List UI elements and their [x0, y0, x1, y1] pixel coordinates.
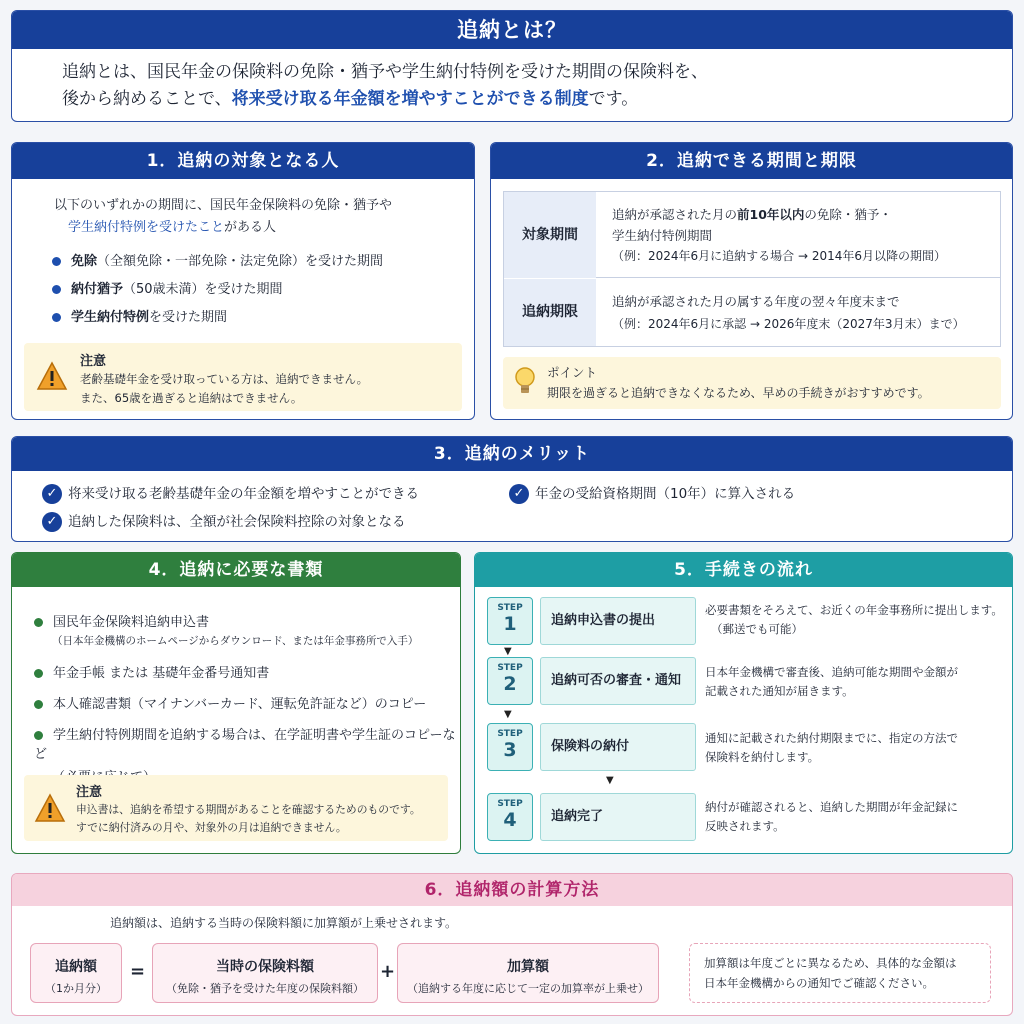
tip-text: 期限を過ぎると追納できなくなるため、早めの手続きがおすすめです。 — [547, 386, 930, 400]
merit-item: ✓ 追納した保険料は、全額が社会保険料控除の対象となる — [42, 510, 406, 532]
merit-item: ✓ 年金の受給資格期間（10年）に算入される — [509, 482, 795, 504]
section-documents — [11, 552, 461, 854]
bullet-icon — [52, 313, 61, 322]
plus-sign: + — [380, 961, 396, 982]
step-desc: 納付が確認されると、追納した期間が年金記録に 反映されます。 — [705, 800, 958, 833]
intro-panel — [11, 10, 1013, 122]
calc-note: 加算額は年度ごとに異なるため、具体的な金額は 日本年金機構からの通知でご確認ください。 — [689, 943, 991, 1003]
bullet-icon — [52, 285, 61, 294]
table-row — [504, 192, 1000, 278]
formula-addition: 加算額 （追納する年度に応じて一定の加算率が上乗せ） — [397, 943, 659, 1003]
list-item: 年金手帳 または 基礎年金番号通知書 — [34, 662, 460, 681]
chevron-down-icon: ▼ — [504, 709, 512, 720]
bullet-icon — [34, 618, 43, 627]
step-name: 保険料の納付 — [540, 723, 696, 771]
list-item: 納付猶予（50歳未満）を受けた期間 — [52, 276, 383, 304]
s4-note-title: 注意 — [76, 785, 103, 800]
step-desc: 日本年金機構で審査後、追納可能な期間や金額が 記載された通知が届きます。 — [705, 665, 958, 698]
step-badge: STEP 4 — [487, 793, 533, 841]
step-desc: 必要書類をそろえて、お近くの年金事務所に提出します。 （郵送でも可能） — [705, 603, 1003, 636]
check-icon: ✓ — [42, 484, 62, 504]
bullet-icon — [34, 669, 43, 678]
step-badge: STEP 3 — [487, 723, 533, 771]
chevron-down-icon: ▼ — [504, 646, 512, 657]
s1-note-line1: 老齢基礎年金を受け取っている方は、追納できません。 — [80, 372, 369, 386]
warning-icon — [36, 361, 68, 391]
step-badge: STEP 1 — [487, 597, 533, 645]
warning-icon — [34, 793, 66, 823]
bullet-icon — [34, 731, 43, 740]
bullet-icon — [34, 700, 43, 709]
bullet-icon — [52, 257, 61, 266]
deadline-example: （例：2024年6月に承認 → 2026年度末（2027年3月末）まで） — [612, 317, 965, 331]
list-item: 本人確認書類（マイナンバーカード、運転免許証など）のコピー — [34, 693, 460, 712]
s1-caution-note — [24, 343, 462, 411]
list-item: 学生納付特例を受けた期間 — [52, 304, 383, 332]
calc-intro: 追納額は、追納する当時の保険料額に加算額が上乗せされます。 — [110, 916, 458, 930]
deadline-line1: 追納が承認された月の属する年度の翌々年度末まで — [612, 294, 900, 309]
row-head-period: 対象期間 — [504, 192, 596, 278]
section-merits — [11, 436, 1013, 542]
step-name: 追納完了 — [540, 793, 696, 841]
section-3-title: 3．追納のメリット — [12, 437, 1012, 471]
section-calculation — [11, 873, 1013, 1016]
section-4-title: 4．追納に必要な書類 — [12, 553, 460, 587]
s1-intro-1: 以下のいずれかの期間に、国民年金保険料の免除・猶予や — [54, 198, 393, 213]
s4-caution-note — [24, 775, 448, 841]
section-2-title: 2．追納できる期間と期限 — [491, 143, 1012, 179]
s2-tip-note — [503, 357, 1001, 409]
step-name: 追納可否の審査・通知 — [540, 657, 696, 705]
intro-line2: 後から納めることで、将来受け取る年金額を増やすことができる制度です。 — [62, 89, 639, 109]
formula-total: 追納額 （1か月分） — [30, 943, 122, 1003]
list-item: 国民年金保険料追納申込書 — [34, 611, 460, 630]
section-target-persons — [11, 142, 475, 420]
list-item-note: （日本年金機構のホームページからダウンロード、または年金事務所で入手） — [52, 635, 419, 647]
section-1-title: 1．追納の対象となる人 — [12, 143, 474, 179]
check-icon: ✓ — [42, 512, 62, 532]
s4-note-line1: 申込書は、追納を希望する期間があることを確認するためのものです。 — [76, 803, 421, 816]
check-icon: ✓ — [509, 484, 529, 504]
s1-intro-2: 学生納付特例を受けたことがある人 — [68, 220, 277, 235]
section-6-title: 6．追納額の計算方法 — [12, 874, 1012, 906]
chevron-down-icon: ▼ — [606, 775, 614, 786]
intro-title: 追納とは？ — [12, 11, 1012, 49]
period-table — [503, 191, 1001, 347]
period-line1: 追納が承認された月の前10年以内の免除・猶予・ — [612, 207, 892, 222]
step-badge: STEP 2 — [487, 657, 533, 705]
section-5-title: 5．手続きの流れ — [475, 553, 1012, 587]
section-procedure-flow — [474, 552, 1013, 854]
section-period-deadline — [490, 142, 1013, 420]
lightbulb-icon — [513, 365, 537, 399]
s1-note-title: 注意 — [80, 354, 107, 369]
intro-line1: 追納とは、国民年金の保険料の免除・猶予や学生納付特例を受けた期間の保険料を、 — [62, 62, 708, 82]
equals-sign: = — [130, 961, 146, 982]
list-item: 学生納付特例期間を追納する場合は、在学証明書や学生証のコピーなど — [34, 728, 456, 762]
step-desc: 通知に記載された納付期限までに、指定の方法で 保険料を納付します。 — [705, 731, 958, 764]
s4-note-line2: すでに納付済みの月や、対象外の月は追納できません。 — [76, 821, 347, 834]
formula-premium: 当時の保険料額 （免除・猶予を受けた年度の保険料額） — [152, 943, 378, 1003]
table-row — [504, 279, 1000, 346]
list-item: 免除（全額免除・一部免除・法定免除）を受けた期間 — [52, 248, 383, 276]
merit-item: ✓ 将来受け取る老齢基礎年金の年金額を増やすことができる — [42, 482, 419, 504]
period-example: （例：2024年6月に追納する場合 → 2014年6月以降の期間） — [612, 249, 947, 263]
step-name: 追納申込書の提出 — [540, 597, 696, 645]
period-line2: 学生納付特例期間 — [612, 228, 713, 243]
row-head-deadline: 追納期限 — [504, 279, 596, 346]
tip-title: ポイント — [547, 365, 598, 380]
s1-note-line2: また、65歳を過ぎると追納はできません。 — [80, 391, 303, 405]
